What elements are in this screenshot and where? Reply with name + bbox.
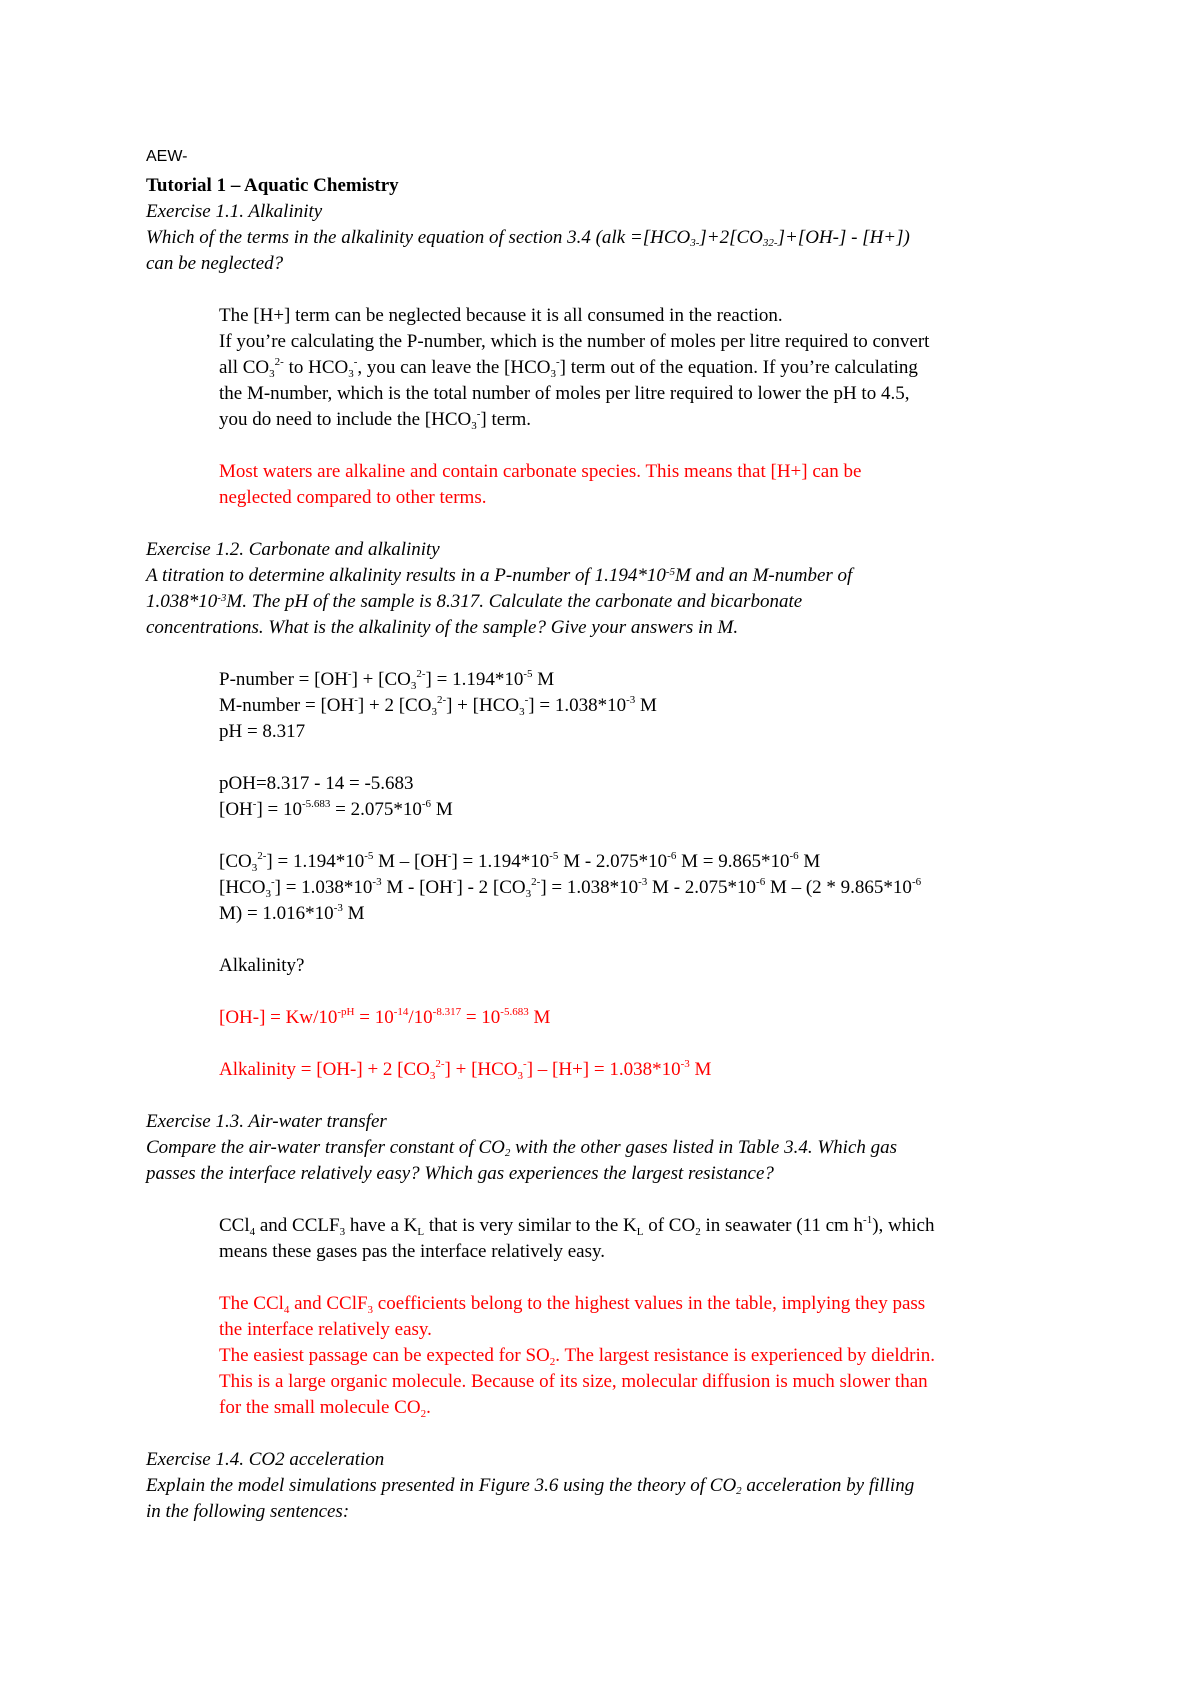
page-title: Tutorial 1 – Aquatic Chemistry <box>146 175 399 196</box>
exercise-1-1-answer-line-2: If you’re calculating the P-number, which is the number of moles per litre required to convert <box>219 331 930 352</box>
exercise-1-1-answer-line-5: you do need to include the $[HCO_3^-]$ term. <box>219 408 532 432</box>
exercise-1-3-correction-line-3: The easiest passage can be expected for $SO_2$. The largest resistance is experienced by dieldrin. <box>219 1345 935 1368</box>
exercise-1-1-question-line-1: Which of the terms in the alkalinity equation of section 3.4 (alk =[HCO3-]+2[CO32-]+[OH-] - [H+]) <box>146 227 910 249</box>
exercise-1-2-question-line-3: concentrations. What is the alkalinity of the sample? Give your answers in M. <box>146 617 739 638</box>
exercise-1-2-question-line-2: $1.038*10^{-3}M$. The pH of the sample is 8.317. Calculate the carbonate and bicarbonate <box>146 591 803 612</box>
exercise-1-1-answer-line-1: The [H+] term can be neglected because it is all consumed in the reaction. <box>219 305 783 326</box>
exercise-1-3-correction-line-4: This is a large organic molecule. Because of its size, molecular diffusion is much slower than <box>219 1371 928 1392</box>
exercise-1-1-answer-line-3: all $CO_3^{2-}$ to $HCO_3^-$, you can leave the $[HCO_3^-]$ term out of the equation. If you’re calculating <box>219 356 918 380</box>
exercise-1-3-question-line-1: Compare the air-water transfer constant of CO2 with the other gases listed in Table 3.4. Which gas <box>146 1137 898 1159</box>
exercise-1-1-answer-line-4: the M-number, which is the total number of moles per litre required to lower the pH to 4.5, <box>219 383 910 404</box>
oh-concentration-equation: $[OH^-] = 10^{-5.683} = 2.075*10^{-6}$ M <box>219 798 453 820</box>
document-code: AEW- <box>146 148 188 165</box>
exercise-1-2-title: Exercise 1.2. Carbonate and alkalinity <box>146 539 440 560</box>
m-number-equation: M-number = [OH-] + 2 $[CO_3^{2-}] + [HCO_3^-] = 1.038*10^{-3}$ M <box>219 694 657 718</box>
exercise-1-4-question-line-1: Explain the model simulations presented in Figure 3.6 using the theory of CO2 acceleration by filling <box>146 1475 915 1497</box>
exercise-1-3-title: Exercise 1.3. Air-water transfer <box>146 1111 387 1132</box>
bicarbonate-equation-line-2: $M) = 1.016*10^{-3}$ M <box>219 902 365 924</box>
exercise-1-3-answer-line-1: CCl$_4$ and $CCLF_3$ have a $K_L$ that is very similar to the $K_L$ of $CO_2$ in seawater (11 cm $h^{-1}$), which <box>219 1214 935 1238</box>
exercise-1-2-question-line-1: A titration to determine alkalinity results in a P-number of $1.194*10^{-5}M$ and an M-number of <box>146 565 853 586</box>
alkalinity-correction: Alkalinity = [OH-] + 2 $[CO_3^{2-}] + [HCO_3^-] - [H+] = 1.038*10^{-3}$ M <box>219 1058 712 1082</box>
exercise-1-3-correction-line-2: the interface relatively easy. <box>219 1319 432 1340</box>
poh-equation: pOH=8.317 - 14 = -5.683 <box>219 773 414 794</box>
exercise-1-3-question-line-2: passes the interface relatively easy? Which gas experiences the largest resistance? <box>146 1163 774 1184</box>
oh-kw-correction: $[OH-] = Kw/10^{-pH} = 10^{-14}/10^{-8.317} = 10^{-5.683}$ M <box>219 1006 551 1028</box>
exercise-1-1-correction-line-1: Most waters are alkaline and contain carbonate species. This means that [H+] can be <box>219 461 862 482</box>
exercise-1-3-correction-line-5: for the small molecule $CO_2$. <box>219 1397 431 1420</box>
ph-value: pH = 8.317 <box>219 721 306 742</box>
exercise-1-3-answer-line-2: means these gases pas the interface relatively easy. <box>219 1241 605 1262</box>
alkalinity-question: Alkalinity? <box>219 955 305 976</box>
exercise-1-1-title: Exercise 1.1. Alkalinity <box>146 201 323 222</box>
exercise-1-4-title: Exercise 1.4. CO2 acceleration <box>146 1449 385 1470</box>
bicarbonate-equation-line-1: $[HCO_3^-] = 1.038*10^{-3}$ M - [OH-] - 2 $[CO_3^{2-}] = 1.038*10^{-3}$ M - $2.075*10^{-6}$ M – ($2 * 9.865*10^{-6}$ <box>219 876 922 900</box>
carbonate-equation: $[CO_3^{2-}] = 1.194*10^{-5}$ $M - [OH^-] = 1.194*10^{-5}$ M - $2.075*10^{-6}$ $M = 9.865*10^{-6}$ M <box>219 850 821 874</box>
exercise-1-1-question-line-2: can be neglected? <box>146 253 284 274</box>
p-number-equation: P-number = $[OH^-] + [CO_3^{2-}] = 1.194*10^{-5}$ M <box>219 668 555 692</box>
exercise-1-1-correction-line-2: neglected compared to other terms. <box>219 487 487 508</box>
exercise-1-4-question-line-2: in the following sentences: <box>146 1501 350 1522</box>
exercise-1-3-correction-line-1: The CCl$_4$ and CClF$_3$ coefficients belong to the highest values in the table, implying they pass <box>219 1293 926 1316</box>
